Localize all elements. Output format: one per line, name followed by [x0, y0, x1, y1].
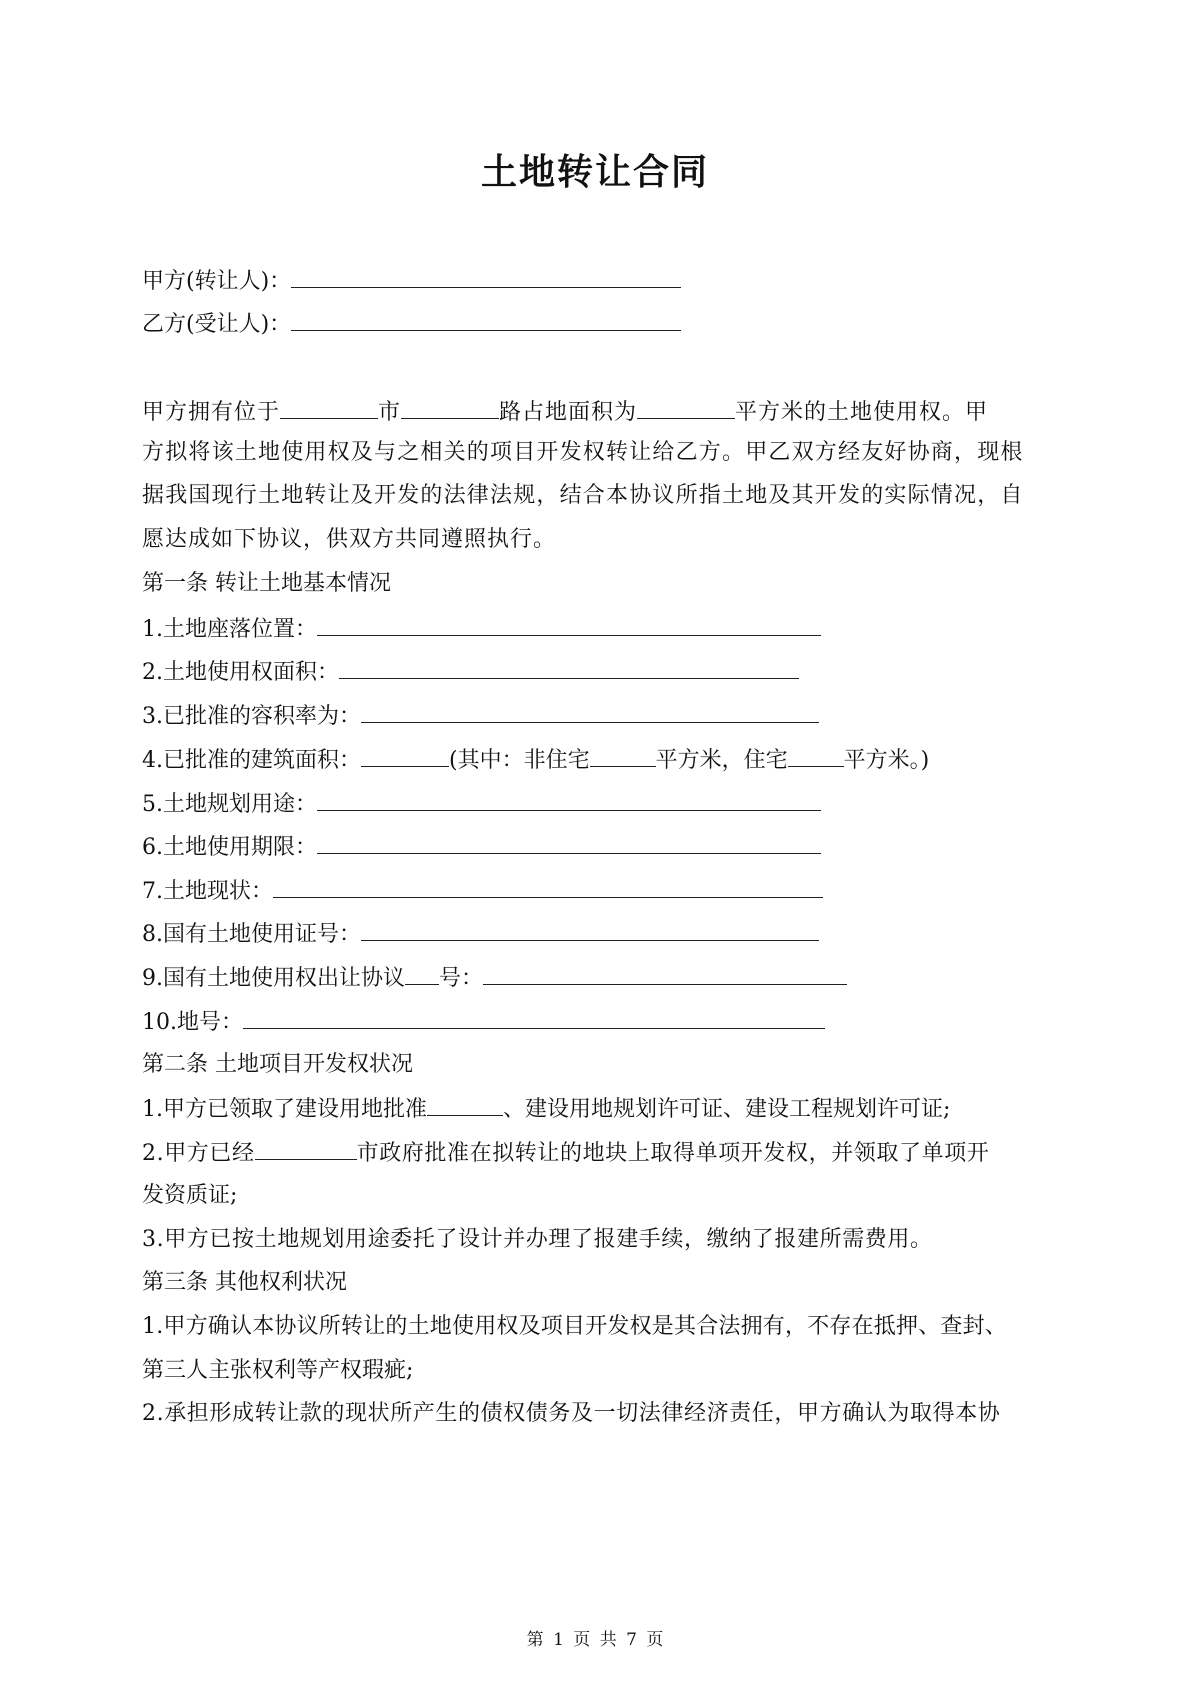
article2-item1: [142, 1093, 950, 1125]
intro-text: 路占地面积为: [499, 400, 638, 425]
article1-item6: [142, 831, 821, 863]
article1-item4: [142, 744, 929, 776]
item-blank: [361, 700, 819, 723]
article1-item7: [142, 875, 823, 907]
item-blank: [273, 875, 823, 898]
item-blank: [317, 613, 821, 636]
item-text: 、建设用地规划许可证、建设工程规划许可证;: [503, 1097, 951, 1122]
item-blank: [590, 744, 656, 767]
area-blank: [637, 396, 735, 419]
road-blank: [401, 396, 499, 419]
article3-item1-cont: 第三人主张权利等产权瑕疵;: [142, 1358, 414, 1383]
item-text: 市政府批准在拟转让的地块上取得单项开发权，并领取了单项开: [356, 1141, 990, 1166]
intro-line-1: [142, 396, 988, 428]
item-blank: [427, 1093, 503, 1116]
intro-text: 平方米的土地使用权。甲: [735, 400, 989, 425]
item-blank: [361, 744, 449, 767]
article1-item9: [142, 962, 847, 994]
item-text: (其中：非住宅: [449, 748, 590, 773]
item-label: 3.已批准的容积率为：: [142, 704, 361, 729]
document-title: 土地转让合同: [480, 151, 709, 193]
article2-item2-cont: 发资质证;: [142, 1183, 238, 1208]
party-a-blank: [291, 265, 681, 288]
item-blank: [339, 656, 799, 679]
intro-text: 市: [378, 400, 402, 425]
item-blank: [361, 918, 819, 941]
article2-item3: 3.甲方已按土地规划用途委托了设计并办理了报建手续，缴纳了报建所需费用。: [142, 1227, 933, 1252]
intro-line-2: 方拟将该土地使用权及与之相关的项目开发权转让给乙方。甲乙双方经友好协商，现根: [142, 440, 1024, 465]
item-blank: [788, 744, 844, 767]
item-text: 平方米，住宅: [655, 748, 788, 773]
item-label: 8.国有土地使用证号：: [142, 922, 361, 947]
article1-item3: [142, 700, 819, 732]
item-text: 号：: [439, 966, 484, 991]
article1-item5: [142, 788, 821, 820]
item-blank: [317, 831, 821, 854]
item-blank: [317, 788, 821, 811]
item-text: 2.甲方已经: [142, 1141, 255, 1166]
item-label: 2.土地使用权面积：: [142, 660, 339, 685]
item-blank: [405, 962, 439, 985]
intro-line-3: 据我国现行土地转让及开发的法律法规，结合本协议所指土地及其开发的实际情况，自: [142, 483, 1024, 508]
article2-item2: [142, 1137, 989, 1169]
party-a-line: [142, 265, 681, 297]
city-blank: [280, 396, 378, 419]
article1-heading: 第一条 转让土地基本情况: [142, 571, 391, 596]
party-b-blank: [291, 308, 681, 331]
party-b-label: 乙方(受让人)：: [142, 312, 292, 337]
item-label: 4.已批准的建筑面积：: [142, 748, 361, 773]
article1-item8: [142, 918, 819, 950]
item-label: 1.土地座落位置：: [142, 617, 317, 642]
article1-item2: [142, 656, 799, 688]
article3-item2: 2.承担形成转让款的现状所产生的债权债务及一切法律经济责任，甲方确认为取得本协: [142, 1401, 1001, 1426]
item-blank: [483, 962, 847, 985]
item-label: 6.土地使用期限：: [142, 835, 317, 860]
item-label: 9.国有土地使用权出让协议: [142, 966, 405, 991]
page-footer: 第 1 页 共 7 页: [526, 1630, 664, 1650]
article3-item1: 1.甲方确认本协议所转让的土地使用权及项目开发权是其合法拥有，不存在抵押、查封、: [142, 1314, 1007, 1339]
article1-item10: [142, 1006, 825, 1038]
intro-line-4: 愿达成如下协议，供双方共同遵照执行。: [142, 527, 557, 552]
item-label: 7.土地现状：: [142, 879, 273, 904]
article2-heading: 第二条 土地项目开发权状况: [142, 1052, 413, 1077]
party-a-label: 甲方(转让人)：: [142, 269, 292, 294]
item-text: 1.甲方已领取了建设用地批准: [142, 1097, 427, 1122]
article3-heading: 第三条 其他权利状况: [142, 1270, 347, 1295]
party-b-line: [142, 308, 681, 340]
item-blank: [255, 1137, 357, 1160]
item-text: 平方米。): [843, 748, 930, 773]
intro-text: 甲方拥有位于: [142, 400, 281, 425]
item-label: 10.地号：: [142, 1010, 243, 1035]
item-blank: [243, 1006, 825, 1029]
article1-item1: [142, 613, 821, 645]
item-label: 5.土地规划用途：: [142, 792, 317, 817]
